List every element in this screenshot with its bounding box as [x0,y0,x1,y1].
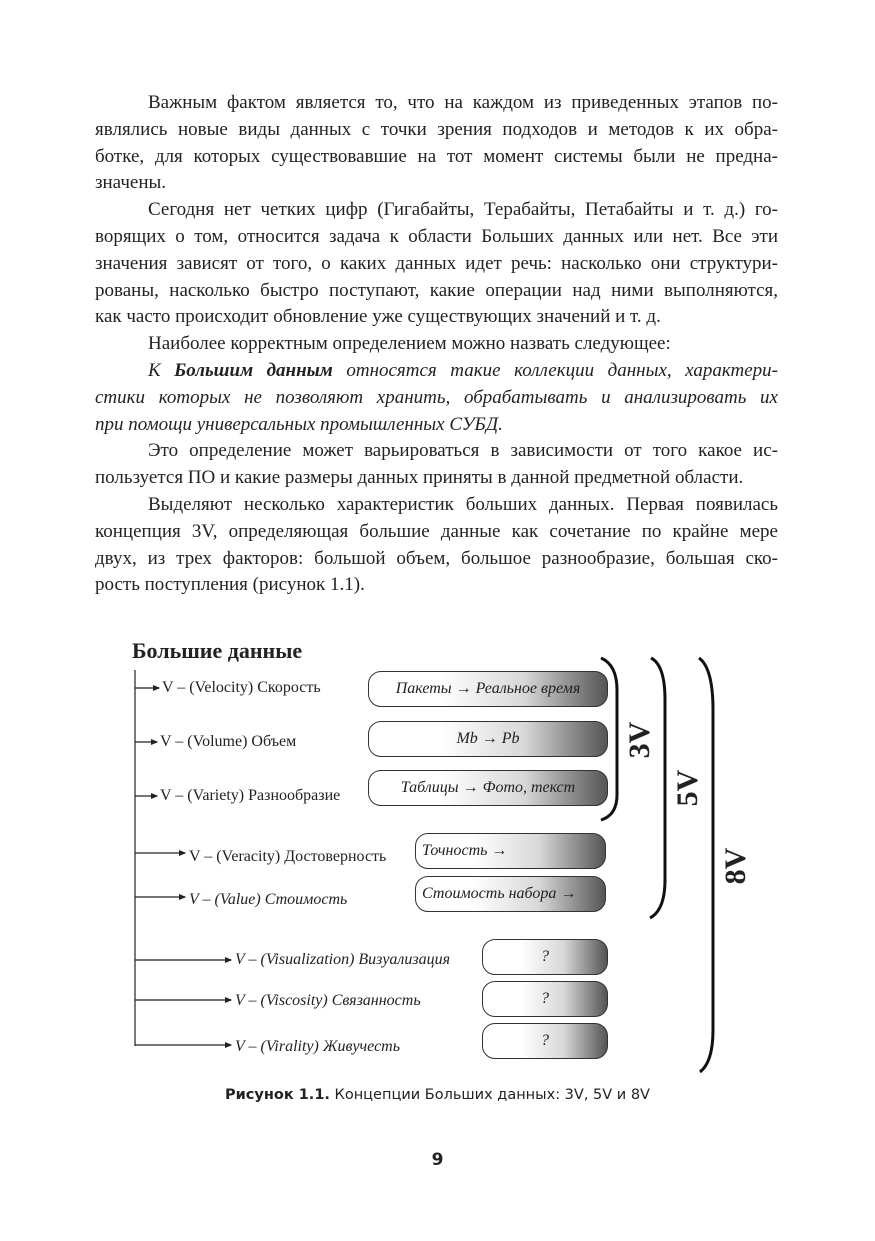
def-rest: относятся такие коллекции данных, характери- [332,359,778,381]
item-box: Таблицы → Фото, текст [368,770,608,806]
definition-line: при помощи универсальных промышленных СУБД. [95,413,503,435]
figure-title: Большие данные [132,638,303,663]
caption-number: Рисунок 1.1. [225,1087,330,1103]
item-box: ? [482,1023,608,1059]
item-label: V – (Veracity) Достоверность [189,848,387,865]
text-line: пользуется ПО и какие размеры данных приняты в данной предметной области. [95,467,744,489]
item-box: Стоимость набора → [415,876,606,912]
text-line: Наиболее корректным определением можно назвать следующее: [148,333,671,355]
item-label: V – (Volume) Объем [160,733,297,750]
text-line: Выделяют несколько характеристик больших данных. Первая появилась [148,493,778,515]
item-label: V – (Virality) Живучесть [235,1038,400,1055]
text-line: Важным фактом является то, что на каждом из приведенных этапов по- [148,92,778,113]
text-line: значения зависят от того, о каких данных идет речь: насколько они структури- [95,252,778,274]
group-label-3v: 3V [623,721,656,759]
group-label-5v: 5V [671,769,704,807]
item-label: V – (Velocity) Скорость [162,679,321,696]
item-label: V – (Visualization) Визуализация [235,951,451,968]
item-label: V – (Variety) Разнообразие [160,787,341,804]
text-line: двух, из трех факторов: большой объем, большое разнообразие, большая ско- [95,547,778,569]
brace-8v [699,658,713,1072]
text-line: ворящих о том, относится задача к области Больших данных или нет. Все эти [95,225,778,247]
text-line: значены. [95,172,167,194]
text-line: являлись новые виды данных с точки зрения подходов и методов к их обра- [95,118,778,140]
item-box: Пакеты → Реальное время [368,671,608,707]
item-box: ? [482,981,608,1017]
text-line: как часто происходит обновление уже существующих значений и т. д. [95,306,661,328]
text-line: рость поступления (рисунок 1.1). [95,574,365,596]
item-label: V – (Value) Стоимость [189,891,348,908]
text-line: Это определение может варьироваться в зависимости от того какое ис- [148,440,778,462]
text-line: Сегодня нет четких цифр (Гигабайты, Терабайты, Петабайты и т. д.) го- [148,199,778,221]
figure-caption [0,1087,875,1103]
item-label: V – (Viscosity) Связанность [235,992,421,1009]
definition-line: стики которых не позволяют хранить, обрабатывать и анализировать их [95,386,778,408]
text-line: ботке, для которых существовавшие на тот момент системы были не предна- [95,145,778,167]
text-line: рованы, насколько быстро поступают, какие операции над ними выполняются, [95,279,778,301]
brace-5v [650,658,665,918]
caption-text: Концепции Больших данных: 3V, 5V и 8V [329,1087,650,1103]
item-box: Mb → Pb [368,721,608,757]
page-number: 9 [431,1150,444,1170]
def-prefix: К [148,359,175,381]
group-label-8v: 8V [719,847,752,885]
item-box: Точность → [415,833,606,869]
text-line: концепция 3V, определяющая большие данные как сочетание по крайне мере [95,520,778,542]
item-box: ? [482,939,608,975]
def-term: Большим данным [174,359,333,381]
